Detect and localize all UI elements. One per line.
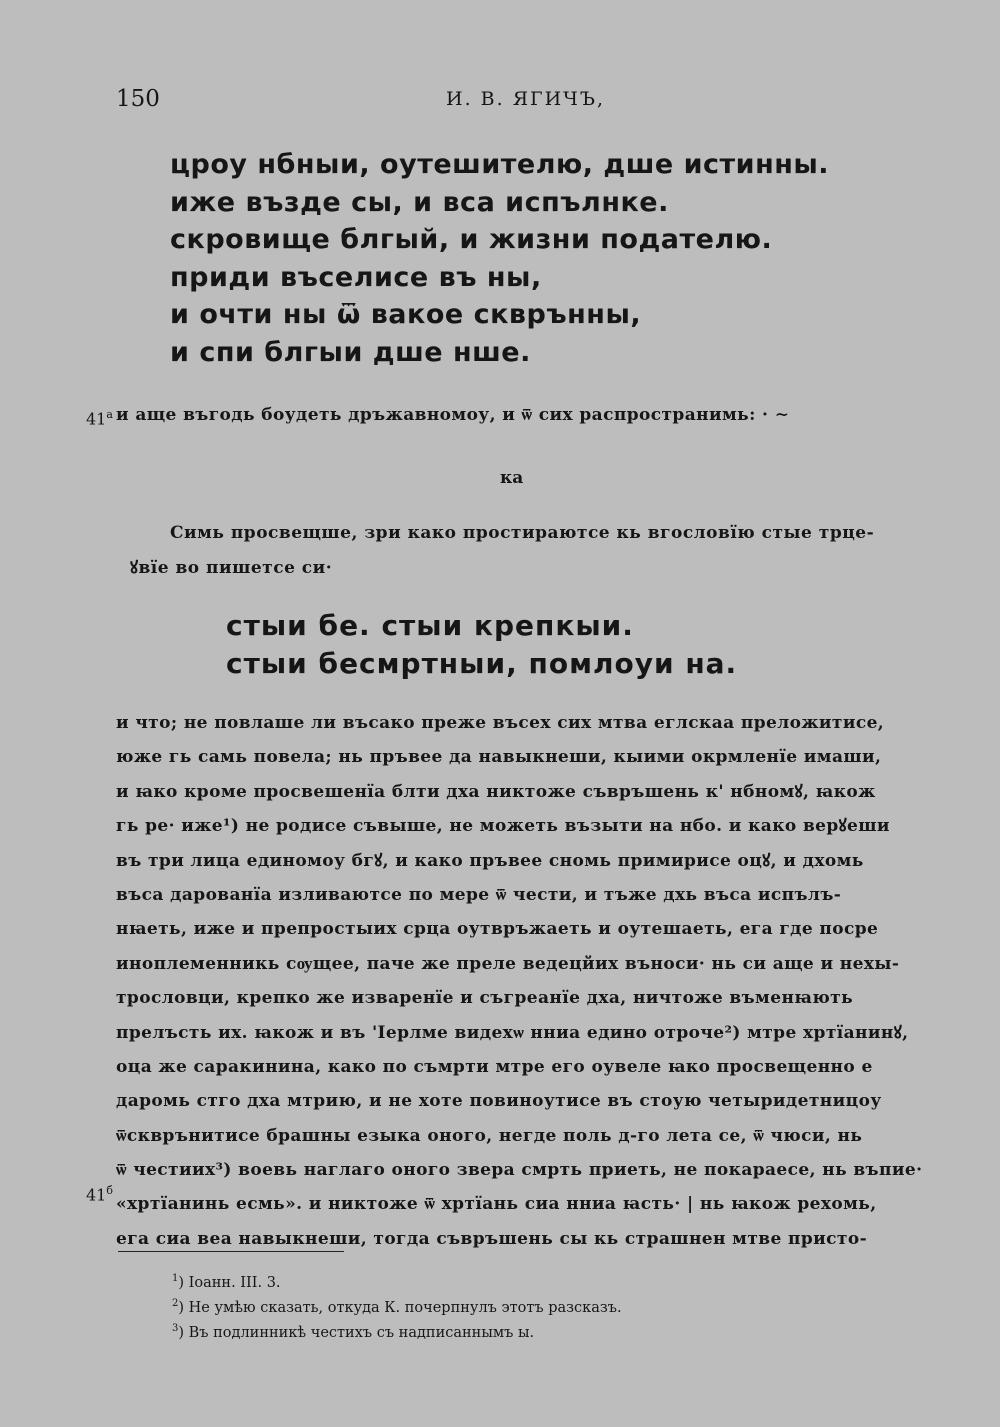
text-line: ега сиа веа навыкнеши, тогда съвръшень сы кь страшнен мтве присто- (116, 1228, 868, 1249)
body-paragraph (116, 706, 924, 1256)
text-line: даромь стго дха мтрию, и не хоте повиноутисе въ стоую четыридетницоу (116, 1091, 882, 1112)
footnote-text: ) Не умѣю сказать, откуда К. почерпнулъ этотъ разсказъ. (178, 1299, 622, 1316)
folio-number: 41 (86, 409, 107, 429)
hymn-block-1 (170, 146, 930, 371)
text-line: Симь просвещше, зри како простираютсе кь вгословїю стые трце- (170, 523, 875, 543)
intro-paragraph (130, 516, 920, 586)
text-line: гь ре· иже¹) не родисе съвыше, не можеть възыти на нбо. и како верꙋеши (116, 816, 890, 837)
footnote-mark: 3 (172, 1323, 179, 1334)
text-line: ѿскврънитисе брашны езыка оного, негде поль д-го лета се, ѿ чюси, нь (116, 1125, 863, 1146)
text-line: и ꙗко кроме просвешенїа блти дха никтоже съвръшень к' нбномꙋ, ꙗкож (116, 781, 876, 802)
page-header (116, 86, 896, 118)
footnote (172, 1316, 622, 1341)
hymn-line: и очти ны ѿ вакое скврънны, (170, 299, 642, 330)
folio-marker-41b (86, 1184, 113, 1204)
hymn-line: приди въселисе въ ны, (170, 261, 542, 293)
hymn-line: цроу нбныи, оутешителю, дше истинны. (170, 149, 830, 180)
hymn-line: стыи бе. стыи крепкыи. (226, 609, 634, 642)
footnote-text: ) Іоанн. III. 3. (178, 1274, 281, 1291)
footnotes (172, 1266, 622, 1341)
hymn-line: и спи блгыи дше нше. (170, 336, 531, 368)
page-number: 150 (116, 86, 160, 112)
text-line: ꙋвїе во пишетсе си· (130, 558, 333, 578)
hymn-block-2 (226, 607, 926, 683)
text-line: оца же саракинина, како по съмрти мтре его оувеле ꙗко просвещенно е (116, 1056, 873, 1077)
text-line: юже гь самь повела; нь пръвее да навыкнеши, кыими окрмленїе имаши, (116, 747, 882, 768)
footnote-divider (118, 1251, 344, 1252)
folio-number: 41 (86, 1185, 107, 1205)
footnote (172, 1266, 622, 1291)
hymn-line: стыи бесмртныи, помлоуи на. (226, 647, 738, 680)
footnote-mark: 2 (172, 1298, 179, 1309)
footnote-text: ) Въ подлинникѣ честихъ съ надписаннымъ ы. (178, 1324, 535, 1341)
footnote-mark: 1 (172, 1273, 179, 1284)
text-line: и что; не повлаше ли въсако преже въсех сих мтва еглскаа прелoжитисе, (116, 713, 885, 733)
hymn-line: скровище блгый, и жизни подателю. (170, 224, 773, 255)
text-line: въса дарованїа изливаютсе по мере ѿ чести, и тъже дхь въса испълъ- (116, 884, 842, 905)
folio-side: б (106, 1184, 113, 1197)
text-line: трословци, крепко же изваренїе и съгреанїе дха, ничтоже въменꙗють (116, 988, 854, 1009)
running-title: И. В. ЯГИЧЪ, (446, 88, 606, 110)
text-line: ѿ честиих³) воевь наглаго оного зверa смрть приеть, не покараесе, нь въпие· (116, 1160, 923, 1181)
section-number: ка (500, 468, 524, 488)
text-line: нꙗеть, иже и препростыих срца оутвръжаеть и оутешаеть, егa где посре (116, 919, 879, 940)
folio-side: а (106, 408, 113, 421)
text-line: въ три лица единомоу бгꙋ, и како пръвее снoмь примирисе оцꙋ, и дхомь (116, 850, 864, 871)
text-line: прелъсть их. ꙗкож и въ 'Iерлме видехѡ нниа едино отроче²) мтре хртїанинꙋ, (116, 1022, 909, 1043)
text-line: «хртїанинь есмь». и никтоже ѿ хртїань сиа нниа ꙗсть· | нь ꙗкож рехомь, (116, 1194, 877, 1215)
hymn-line: иже възде сы, и вса испълнке. (170, 186, 669, 218)
footnote (172, 1291, 622, 1316)
text-line-41a: и аще въгодь боудеть дръжавномоу, и ѿ сих распространимь: · ∼ (116, 405, 790, 425)
text-line: иноплеменникь сѹщее, паче же прелe ведецйих въноси· нь си аще и нехы- (116, 953, 900, 974)
folio-marker-41a (86, 408, 113, 428)
